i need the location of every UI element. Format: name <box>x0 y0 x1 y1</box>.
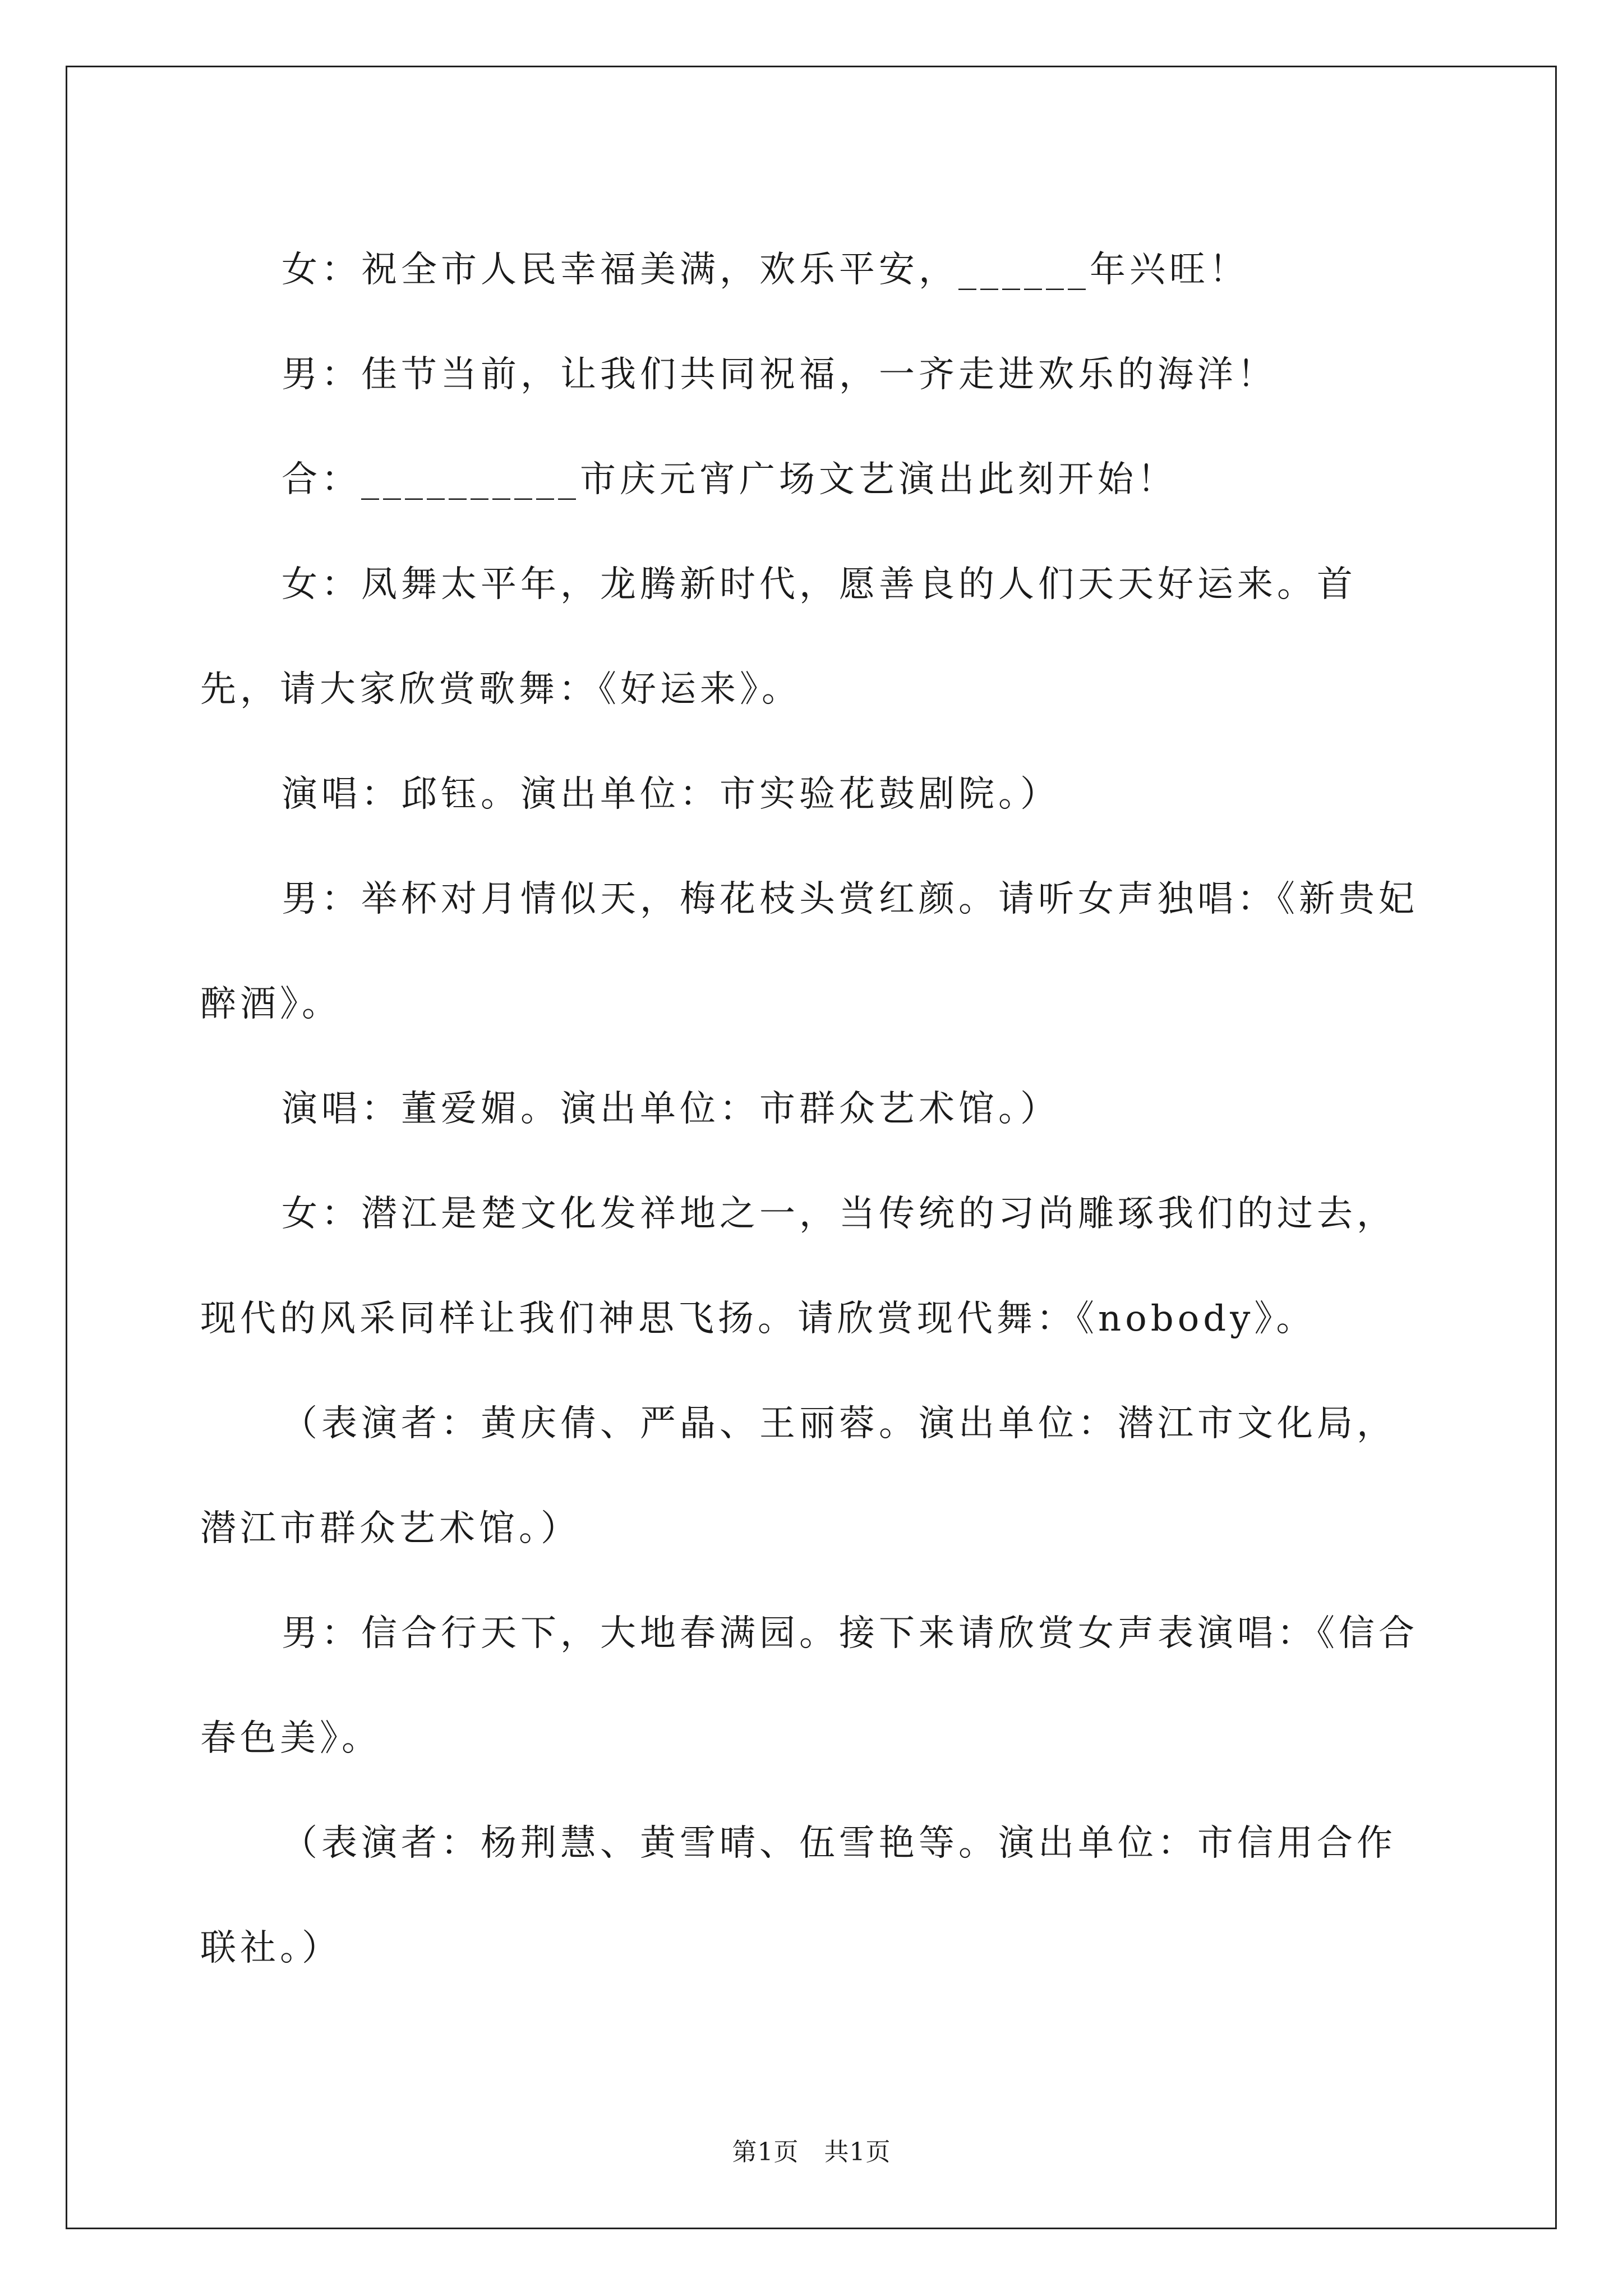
paragraph: （表演者：黄庆倩、严晶、王丽蓉。演出单位：潜江市文化局，潜江市群众艺术馆。） <box>200 1403 1396 1549</box>
paragraph: 演唱：邱钰。演出单位：市实验花鼓剧院。） <box>282 774 1060 815</box>
paragraph: 男：佳节当前，让我们共同祝福，一齐走进欢乐的海洋！ <box>282 354 1277 395</box>
document-body <box>200 218 1423 2001</box>
paragraph: 合：__________市庆元宵广场文艺演出此刻开始！ <box>282 459 1177 500</box>
paragraph: 男：举杯对月情似天，梅花枝头赏红颜。请听女声独唱：《新贵妃醉酒》。 <box>200 878 1418 1025</box>
paragraph: 演唱：董爱媚。演出单位：市群众艺术馆。） <box>282 1088 1060 1130</box>
paragraph: 女：潜江是楚文化发祥地之一，当传统的习尚雕琢我们的过去，现代的风采同样让我们神思飞扬。请欣赏现代舞：《nobody》。 <box>200 1193 1396 1340</box>
paragraph: 男：信合行天下，大地春满园。接下来请欣赏女声表演唱：《信合春色美》。 <box>200 1613 1418 1759</box>
paragraph: （表演者：杨荆慧、黄雪晴、伍雪艳等。演出单位：市信用合作联社。） <box>200 1823 1396 1969</box>
paragraph: 女：凤舞太平年，龙腾新时代，愿善良的人们天天好运来。首先，请大家欣赏歌舞：《好运来》。 <box>200 564 1357 710</box>
page-number: 第1页 共1页 <box>732 2138 891 2166</box>
page-footer <box>0 2132 1623 2168</box>
paragraph: 女：祝全市人民幸福美满，欢乐平安，______年兴旺！ <box>282 249 1249 291</box>
